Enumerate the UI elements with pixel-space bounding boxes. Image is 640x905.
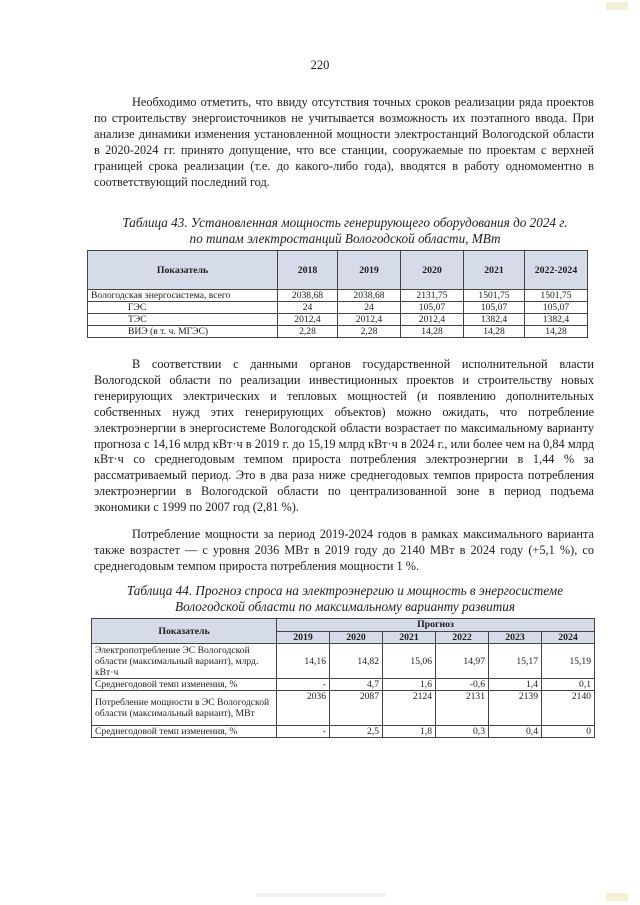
table-cell: 2012,4 (338, 314, 401, 326)
table-cell: 4,7 (330, 679, 383, 691)
table-cell: 14,97 (436, 644, 489, 679)
scan-mark (256, 893, 386, 897)
table-cell: 0,4 (489, 726, 542, 738)
table-cell: -0,6 (436, 679, 489, 691)
row-label: ТЭС (88, 314, 278, 326)
table-cell: 2140 (542, 691, 595, 726)
corner-stamp-bottom (606, 893, 628, 901)
table-cell: 1,8 (383, 726, 436, 738)
table-row (92, 691, 595, 726)
table-cell: - (277, 679, 330, 691)
page-number: 220 (310, 58, 330, 72)
table-cell: 0,3 (436, 726, 489, 738)
table-row (92, 644, 595, 679)
table-cell: 1382,4 (464, 314, 525, 326)
table-cell: 2,28 (338, 326, 401, 338)
table44-caption-line2: Вологодской области по максимальному варианту развития (175, 599, 515, 614)
table44-caption-line1: Таблица 44. Прогноз спроса на электроэнергию и мощность в энергосистеме (126, 583, 564, 598)
table-cell: 2038,68 (338, 290, 401, 302)
row-label: Среднегодовой темп изменения, % (92, 726, 277, 738)
paragraph-power: Потребление мощности за период 2019-2024 годов в рамках максимального варианта также возрастет — с уровня 2036 МВт в 2019 году до 2140 МВт в 2024 году (+5,1 %), со среднегодовым темпом прироста потребления мощности 1 %. (94, 527, 594, 573)
table-cell: 15,19 (542, 644, 595, 679)
table-cell: 14,16 (277, 644, 330, 679)
table-cell: 1382,4 (525, 314, 588, 326)
table-cell: 1501,75 (464, 290, 525, 302)
table-cell: 15,17 (489, 644, 542, 679)
table-cell: 2012,4 (401, 314, 464, 326)
table-header-cell: 2021 (383, 631, 436, 644)
row-label: Электропотребление ЭС Вологодской области (максимальный вариант), млрд. кВт·ч (92, 644, 277, 679)
table43-caption-line1: Таблица 43. Установленная мощность генерирующего оборудования до 2024 г. (122, 215, 568, 230)
table-row (92, 679, 595, 691)
row-label: ГЭС (88, 302, 278, 314)
table-row (88, 314, 588, 326)
corner-stamp-top (606, 2, 628, 10)
table-row (92, 726, 595, 738)
table-cell: 105,07 (464, 302, 525, 314)
table-cell: 2,5 (330, 726, 383, 738)
row-label: Среднегодовой темп изменения, % (92, 679, 277, 691)
table-cell: 105,07 (525, 302, 588, 314)
row-label: ВИЭ (в т. ч. МГЭС) (88, 326, 278, 338)
table43-caption-line2: по типам электростанций Вологодской области, МВт (189, 231, 501, 246)
table44-demand-forecast (91, 618, 595, 738)
table43-caption (90, 215, 600, 247)
table-cell: - (277, 726, 330, 738)
table-cell: 1501,75 (525, 290, 588, 302)
table-cell: 2131 (436, 691, 489, 726)
table-cell: 15,06 (383, 644, 436, 679)
table-cell: 14,28 (525, 326, 588, 338)
table-header-cell: 2022 (436, 631, 489, 644)
table-header-cell: 2023 (489, 631, 542, 644)
paragraph-forecast: В соответствии с данными органов государственной исполнительной власти Вологодской области по реализации инвестиционных проектов и строительству новых генерирующих электрических и тепловых мощностей (и появлению дополнительных собственных нужд этих генерирующих объектов) можно ожидать, что потребление электроэнергии в энергосистеме Вологодской области возрастает по максимальному варианту прогноза с 14,16 млрд кВт·ч в 2019 г. до 15,19 млрд кВт·ч в 2024 г., или более чем на 0,84 млрд кВт·ч со среднегодовым темпом прироста потребления электроэнергии в 1,44 % за рассматриваемый период. Это в два раза ниже среднегодовых темпов прироста потребления электроэнергии в Вологодской области по централизованной зоне в период подъема экономики с 1999 по 2007 год (2,81 %). (94, 357, 594, 515)
table-header-row (92, 619, 595, 632)
paragraph-intro: Необходимо отметить, что ввиду отсутствия точных сроков реализации ряда проектов по строительству энергоисточников не учитывается возможность их поэтапного ввода. При анализе динамики изменения установленной мощности электростанций Вологодской области в 2020-2024 гг. принято допущение, что все станции, сооружаемые по проектам с верхней границей срока реализации (т.е. до какого-либо года), вводятся в работу одномоментно в соответствующий последний год. (94, 95, 594, 189)
table-header-cell: 2020 (401, 251, 464, 290)
row-label: Вологодская энергосистема, всего (88, 290, 278, 302)
table-cell: 2087 (330, 691, 383, 726)
table43-capacity (87, 250, 588, 338)
table-cell: 1,6 (383, 679, 436, 691)
table-cell: 2131,75 (401, 290, 464, 302)
table-cell: 105,07 (401, 302, 464, 314)
table-cell: 0,1 (542, 679, 595, 691)
table-cell: 0 (542, 726, 595, 738)
table-header-cell: 2024 (542, 631, 595, 644)
table44-caption (90, 583, 600, 615)
row-label: Потребление мощности в ЭС Вологодской области (максимальный вариант), МВт (92, 691, 277, 726)
table-header-cell: 2020 (330, 631, 383, 644)
table-header-row (88, 251, 588, 290)
table-cell: 2124 (383, 691, 436, 726)
table-row (88, 302, 588, 314)
table-header-cell: 2019 (277, 631, 330, 644)
table-cell: 2012,4 (278, 314, 338, 326)
table-cell: 2038,68 (278, 290, 338, 302)
table-cell: 14,82 (330, 644, 383, 679)
table-row (88, 326, 588, 338)
table-cell: 2,28 (278, 326, 338, 338)
table-cell: 24 (338, 302, 401, 314)
table-header-cell: Показатель (92, 619, 277, 644)
table-cell: 2036 (277, 691, 330, 726)
table-header-group: Прогноз (277, 619, 595, 632)
table-cell: 14,28 (464, 326, 525, 338)
table-cell: 24 (278, 302, 338, 314)
table-header-cell: 2018 (278, 251, 338, 290)
table-header-cell: Показатель (88, 251, 278, 290)
table-cell: 2139 (489, 691, 542, 726)
table-cell: 14,28 (401, 326, 464, 338)
table-cell: 1,4 (489, 679, 542, 691)
table-header-cell: 2021 (464, 251, 525, 290)
table-header-cell: 2019 (338, 251, 401, 290)
table-row (88, 290, 588, 302)
table-header-cell: 2022-2024 (525, 251, 588, 290)
